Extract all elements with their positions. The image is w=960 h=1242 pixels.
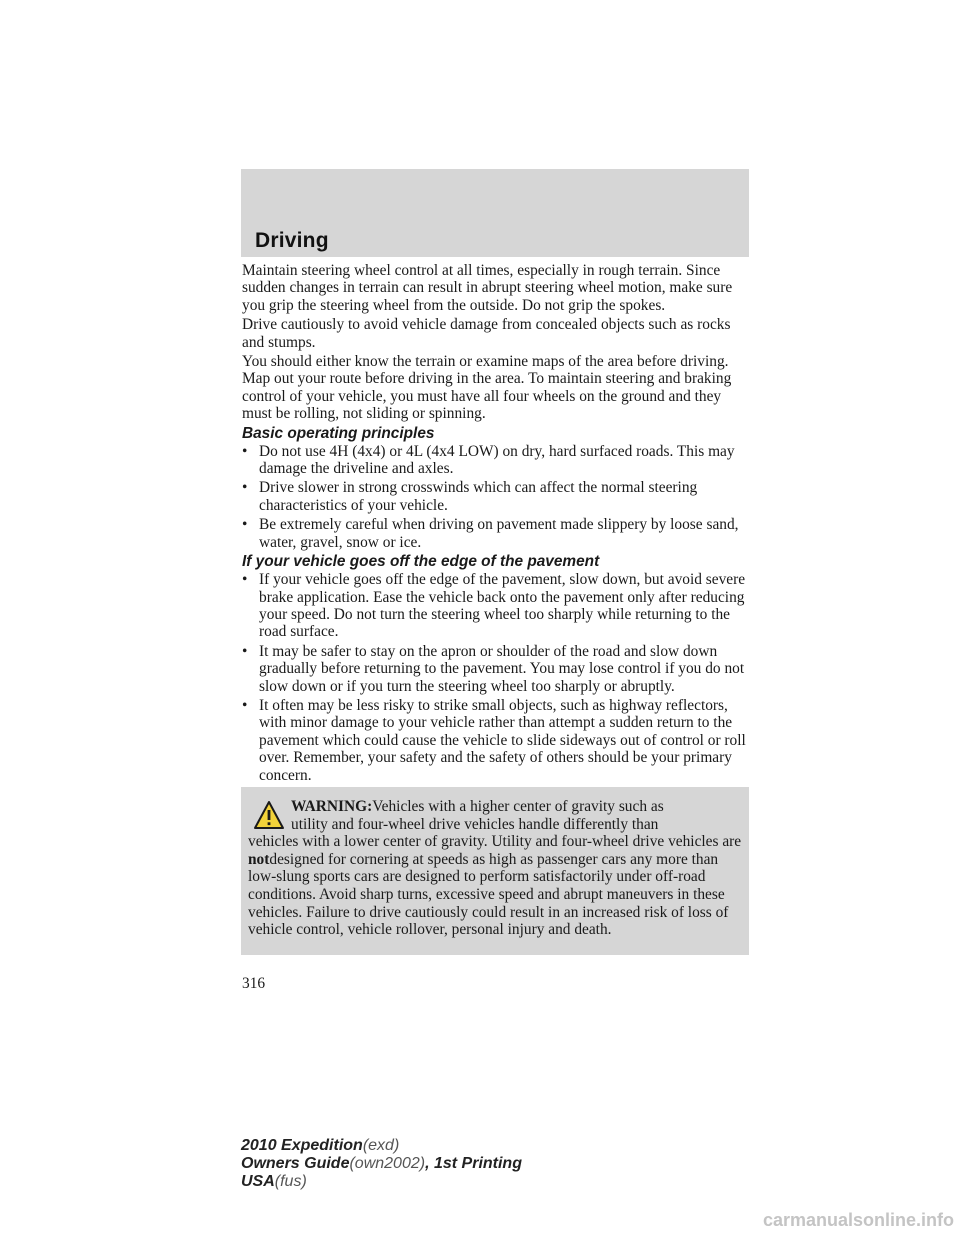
- footer-printing: , 1st Printing: [425, 1155, 522, 1172]
- warning-emphasis: not: [248, 850, 270, 868]
- warning-line: utility and four-wheel drive vehicles handle differently than: [291, 815, 659, 833]
- subheading-off-pavement: If your vehicle goes off the edge of the pavement: [242, 553, 600, 571]
- bullet-glyph: •: [242, 696, 248, 714]
- subheading-basic-principles: Basic operating principles: [242, 424, 435, 442]
- list-item-text: It may be safer to stay on the apron or shoulder of the road and slow down gradually before returning to the pavement. You may lose control if you do not slow down or if you turn the steering wheel too sharply or abruptly.: [259, 642, 745, 695]
- list-item: [242, 516, 752, 551]
- list-item-text: If your vehicle goes off the edge of the pavement, slow down, but avoid severe brake application. Ease the vehicle back onto the pavement only after reducing your speed. Do not turn the steering wheel too sharply while returning to the road surface.: [259, 571, 746, 641]
- list-item-text: Do not use 4H (4x4) or 4L (4x4 LOW) on dry, hard surfaced roads. This may damage the driveline and axles.: [259, 442, 735, 478]
- main-content: [242, 262, 752, 786]
- list-item-text: It often may be less risky to strike small objects, such as highway reflectors, with minor damage to your vehicle rather than attempt a sudden return to the pavement which could cause the vehicle to slide sideways out of control or roll over. Remember, your safety and the safety of others should be your primary concern.: [259, 696, 746, 784]
- page-number: 316: [242, 975, 266, 992]
- footer-market-code: (fus): [274, 1173, 307, 1190]
- footer-model: 2010 Expedition: [241, 1137, 363, 1154]
- footer-guide: Owners Guide: [241, 1155, 350, 1172]
- paragraph: Maintain steering wheel control at all times, especially in rough terrain. Since sudden changes in terrain can result in abrupt steering wheel motion, make sure you grip the steering wheel from the outside. Do not grip the spokes.: [242, 262, 733, 314]
- list-item: [242, 443, 752, 478]
- footer-guide-code: (own2002): [349, 1155, 426, 1172]
- bullet-glyph: •: [242, 642, 248, 660]
- bullet-glyph: •: [242, 442, 248, 460]
- list-item: [242, 697, 752, 784]
- bullet-glyph: •: [242, 479, 248, 497]
- footer-market: USA: [241, 1173, 275, 1190]
- warning-label: WARNING:: [291, 798, 373, 815]
- bullet-list: [242, 443, 752, 551]
- section-title: Driving: [255, 229, 329, 252]
- warning-body: vehicles with a lower center of gravity. Utility and four-wheel drive vehicles are: [248, 833, 742, 851]
- bullet-glyph: •: [242, 571, 248, 589]
- paragraph: Drive cautiously to avoid vehicle damage from concealed objects such as rocks and stumps.: [242, 316, 731, 351]
- watermark: carmanualsonline.info: [762, 1210, 954, 1230]
- list-item-text: Drive slower in strong crosswinds which can affect the normal steering characteristics of your vehicle.: [259, 479, 698, 514]
- list-item: [242, 571, 752, 641]
- paragraph: You should either know the terrain or examine maps of the area before driving. Map out your route before driving in the area. To maintain steering and braking control of your vehicle, you must have all four wheels on the ground and they must be rolling, not sliding or spinning.: [242, 353, 732, 423]
- list-item: [242, 643, 752, 695]
- bullet-list: [242, 571, 752, 784]
- list-item: [242, 479, 752, 514]
- warning-box: [241, 787, 749, 955]
- warning-body: designed for cornering at speeds as high as passenger cars any more than low-slung sports cars are designed to perform satisfactorily under off-road conditions. Avoid sharp turns, excessive speed and abrupt maneuvers in these vehicles. Failure to drive cautiously could result in an increased risk of loss of vehicle control, vehicle rollover, personal injury and death.: [248, 850, 729, 939]
- footer-model-code: (exd): [362, 1137, 400, 1154]
- warning-line: Vehicles with a higher center of gravity such as: [372, 798, 664, 815]
- warning-text: [241, 798, 744, 939]
- footer-print-info: [241, 1137, 522, 1191]
- list-item-text: Be extremely careful when driving on pavement made slippery by loose sand, water, gravel, snow or ice.: [259, 516, 739, 551]
- bullet-glyph: •: [242, 516, 248, 534]
